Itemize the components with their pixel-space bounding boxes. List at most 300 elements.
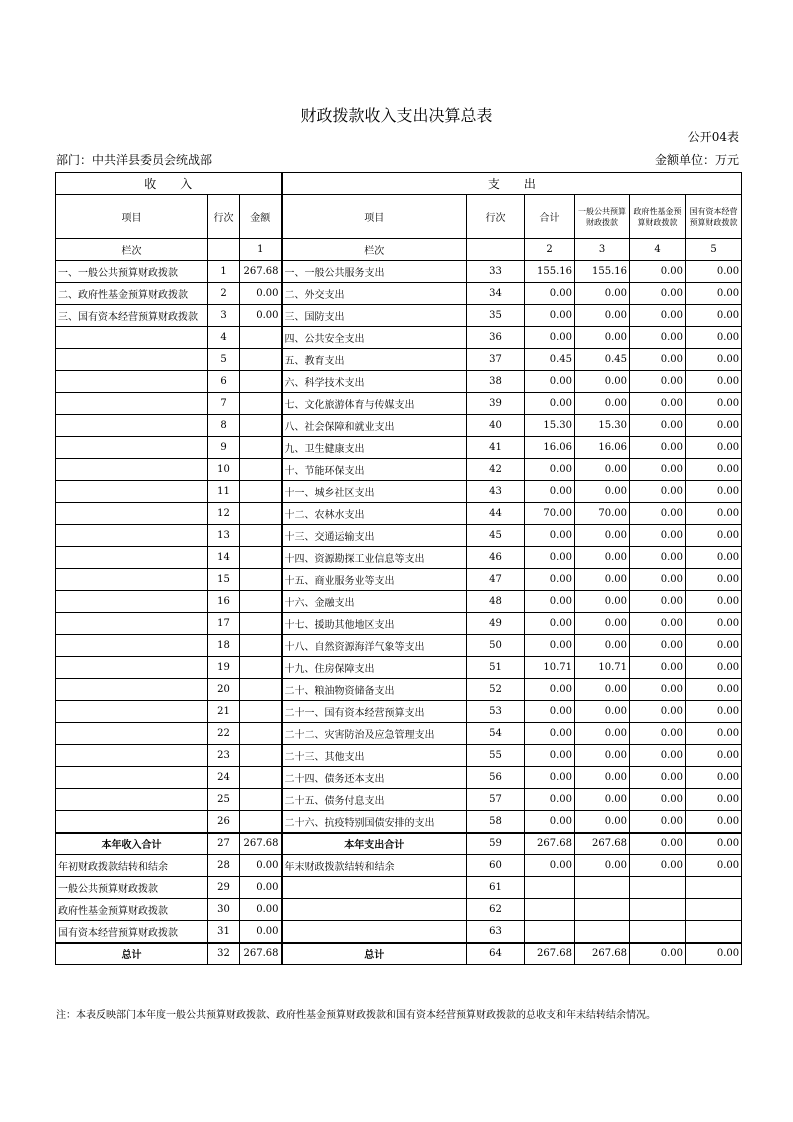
income-item xyxy=(56,371,208,393)
income-item xyxy=(56,503,208,525)
table-row xyxy=(56,327,742,349)
income-line-no: 12 xyxy=(208,503,240,525)
income-item xyxy=(56,613,208,635)
table-row xyxy=(56,833,742,855)
income-line-no: 27 xyxy=(208,833,240,855)
income-line-no: 14 xyxy=(208,547,240,569)
income-amount xyxy=(240,349,282,371)
expense-total: 0.45 xyxy=(525,349,575,371)
fund-budget-value: 0.00 xyxy=(630,701,686,723)
table-row xyxy=(56,415,742,437)
state-capital-value: 0.00 xyxy=(686,855,742,877)
fund-budget-value: 0.00 xyxy=(630,767,686,789)
expense-total: 0.00 xyxy=(525,789,575,811)
table-row xyxy=(56,349,742,371)
table-row xyxy=(56,657,742,679)
general-budget-value: 0.00 xyxy=(575,371,630,393)
expense-item xyxy=(282,877,467,899)
expense-line-no: 48 xyxy=(467,591,525,613)
income-amount xyxy=(240,657,282,679)
expense-line-no: 57 xyxy=(467,789,525,811)
fund-budget-value: 0.00 xyxy=(630,261,686,283)
fund-budget-value: 0.00 xyxy=(630,657,686,679)
state-capital-value: 0.00 xyxy=(686,723,742,745)
expense-item: 八、社会保障和就业支出 xyxy=(282,415,467,437)
fund-budget-value: 0.00 xyxy=(630,393,686,415)
state-capital-value: 0.00 xyxy=(686,349,742,371)
expense-line-no: 53 xyxy=(467,701,525,723)
expense-line-no: 50 xyxy=(467,635,525,657)
expense-total: 0.00 xyxy=(525,745,575,767)
general-budget-value: 15.30 xyxy=(575,415,630,437)
income-line-no: 2 xyxy=(208,283,240,305)
income-item xyxy=(56,393,208,415)
income-line-no: 26 xyxy=(208,811,240,833)
col4-label: 4 xyxy=(630,239,686,261)
general-budget-value: 0.00 xyxy=(575,789,630,811)
expense-line-header: 行次 xyxy=(467,195,525,239)
general-budget-value: 0.00 xyxy=(575,569,630,591)
income-amount xyxy=(240,547,282,569)
state-capital-value: 0.00 xyxy=(686,415,742,437)
expense-line-no: 45 xyxy=(467,525,525,547)
state-capital-value: 0.00 xyxy=(686,261,742,283)
fund-budget-value xyxy=(630,877,686,899)
expense-total: 0.00 xyxy=(525,811,575,833)
general-budget-value: 0.00 xyxy=(575,481,630,503)
state-capital-value: 0.00 xyxy=(686,305,742,327)
general-budget-value: 155.16 xyxy=(575,261,630,283)
expense-item: 二、外交支出 xyxy=(282,283,467,305)
income-item: 政府性基金预算财政拨款 xyxy=(56,899,208,921)
fund-budget-value: 0.00 xyxy=(630,305,686,327)
state-capital-header: 国有资本经营预算财政拨款 xyxy=(686,195,742,239)
expense-item xyxy=(282,899,467,921)
income-amount xyxy=(240,371,282,393)
income-line-no: 4 xyxy=(208,327,240,349)
table-row xyxy=(56,547,742,569)
expense-item: 二十、粮油物资储备支出 xyxy=(282,679,467,701)
general-budget-value: 0.00 xyxy=(575,855,630,877)
state-capital-value: 0.00 xyxy=(686,569,742,591)
income-item xyxy=(56,679,208,701)
table-row xyxy=(56,789,742,811)
income-line-no: 18 xyxy=(208,635,240,657)
income-amount xyxy=(240,635,282,657)
expense-item: 六、科学技术支出 xyxy=(282,371,467,393)
fund-budget-value xyxy=(630,921,686,943)
fund-budget-value xyxy=(630,899,686,921)
income-item xyxy=(56,547,208,569)
expense-line-no: 40 xyxy=(467,415,525,437)
table-row xyxy=(56,503,742,525)
income-line-no: 11 xyxy=(208,481,240,503)
state-capital-value: 0.00 xyxy=(686,635,742,657)
income-item: 总计 xyxy=(56,943,208,965)
general-budget-value: 0.45 xyxy=(575,349,630,371)
state-capital-value xyxy=(686,921,742,943)
expense-total: 0.00 xyxy=(525,591,575,613)
state-capital-value: 0.00 xyxy=(686,789,742,811)
state-capital-value: 0.00 xyxy=(686,525,742,547)
state-capital-value: 0.00 xyxy=(686,833,742,855)
income-line-no: 5 xyxy=(208,349,240,371)
income-line-no: 10 xyxy=(208,459,240,481)
income-line-no: 25 xyxy=(208,789,240,811)
table-row xyxy=(56,921,742,943)
fund-budget-value: 0.00 xyxy=(630,635,686,657)
expense-item: 十九、住房保障支出 xyxy=(282,657,467,679)
fund-budget-value: 0.00 xyxy=(630,833,686,855)
income-line-no: 30 xyxy=(208,899,240,921)
income-item xyxy=(56,745,208,767)
general-budget-value xyxy=(575,877,630,899)
state-capital-value: 0.00 xyxy=(686,745,742,767)
col1-label: 1 xyxy=(240,239,282,261)
state-capital-value: 0.00 xyxy=(686,481,742,503)
expense-total: 0.00 xyxy=(525,855,575,877)
general-budget-value: 0.00 xyxy=(575,613,630,635)
state-capital-value xyxy=(686,899,742,921)
fund-budget-value: 0.00 xyxy=(630,349,686,371)
table-row xyxy=(56,459,742,481)
income-amount xyxy=(240,723,282,745)
expense-item: 十三、交通运输支出 xyxy=(282,525,467,547)
expense-total: 267.68 xyxy=(525,943,575,965)
income-amount: 267.68 xyxy=(240,943,282,965)
general-budget-value: 267.68 xyxy=(575,943,630,965)
table-row xyxy=(56,855,742,877)
expense-item: 本年支出合计 xyxy=(282,833,467,855)
expense-item: 一、一般公共服务支出 xyxy=(282,261,467,283)
income-item: 国有资本经营预算财政拨款 xyxy=(56,921,208,943)
income-amount: 0.00 xyxy=(240,899,282,921)
table-row xyxy=(56,613,742,635)
expense-line-no: 54 xyxy=(467,723,525,745)
expense-line-no: 58 xyxy=(467,811,525,833)
table-row xyxy=(56,393,742,415)
expense-item: 二十三、其他支出 xyxy=(282,745,467,767)
expense-item: 年末财政拨款结转和结余 xyxy=(282,855,467,877)
general-budget-value: 0.00 xyxy=(575,635,630,657)
state-capital-value: 0.00 xyxy=(686,811,742,833)
expense-total: 0.00 xyxy=(525,613,575,635)
col5-label: 5 xyxy=(686,239,742,261)
table-row xyxy=(56,261,742,283)
income-line-no: 23 xyxy=(208,745,240,767)
state-capital-value: 0.00 xyxy=(686,459,742,481)
income-item xyxy=(56,635,208,657)
state-capital-value: 0.00 xyxy=(686,591,742,613)
general-budget-value: 10.71 xyxy=(575,657,630,679)
table-row xyxy=(56,305,742,327)
income-amount xyxy=(240,459,282,481)
general-budget-value: 16.06 xyxy=(575,437,630,459)
income-line-no: 1 xyxy=(208,261,240,283)
income-item xyxy=(56,525,208,547)
income-amount xyxy=(240,811,282,833)
general-budget-value: 0.00 xyxy=(575,525,630,547)
unit-label: 金额单位：万元 xyxy=(654,153,739,167)
expense-line-no: 34 xyxy=(467,283,525,305)
expense-line-no: 33 xyxy=(467,261,525,283)
income-amount: 267.68 xyxy=(240,833,282,855)
expense-total: 0.00 xyxy=(525,327,575,349)
income-amount-header: 金额 xyxy=(240,195,282,239)
income-line-no: 17 xyxy=(208,613,240,635)
income-item xyxy=(56,701,208,723)
state-capital-value: 0.00 xyxy=(686,503,742,525)
expense-line-no: 63 xyxy=(467,921,525,943)
state-capital-value xyxy=(686,877,742,899)
expense-line-no: 55 xyxy=(467,745,525,767)
state-capital-value: 0.00 xyxy=(686,657,742,679)
expense-line-no: 42 xyxy=(467,459,525,481)
income-line-no: 29 xyxy=(208,877,240,899)
table-row xyxy=(56,481,742,503)
income-line-no: 13 xyxy=(208,525,240,547)
expense-item: 四、公共安全支出 xyxy=(282,327,467,349)
expense-item: 二十六、抗疫特别国债安排的支出 xyxy=(282,811,467,833)
expense-total: 0.00 xyxy=(525,679,575,701)
expense-item: 十八、自然资源海洋气象等支出 xyxy=(282,635,467,657)
expense-total: 0.00 xyxy=(525,547,575,569)
fund-budget-value: 0.00 xyxy=(630,283,686,305)
general-budget-value xyxy=(575,899,630,921)
expense-total: 10.71 xyxy=(525,657,575,679)
col3-label: 3 xyxy=(575,239,630,261)
income-line-no: 19 xyxy=(208,657,240,679)
fund-budget-value: 0.00 xyxy=(630,437,686,459)
expense-line-no: 43 xyxy=(467,481,525,503)
expense-item: 总计 xyxy=(282,943,467,965)
form-code: 公开04表 xyxy=(687,130,739,144)
income-amount: 0.00 xyxy=(240,855,282,877)
income-amount: 0.00 xyxy=(240,877,282,899)
income-header: 收 入 xyxy=(56,173,282,195)
expense-total: 0.00 xyxy=(525,569,575,591)
income-line-no: 24 xyxy=(208,767,240,789)
table-row xyxy=(56,679,742,701)
income-line-no: 32 xyxy=(208,943,240,965)
general-budget-header: 一般公共预算财政拨款 xyxy=(575,195,630,239)
income-item: 一般公共预算财政拨款 xyxy=(56,877,208,899)
income-line-no: 20 xyxy=(208,679,240,701)
fund-budget-header: 政府性基金预算财政拨款 xyxy=(630,195,686,239)
expense-line-no: 56 xyxy=(467,767,525,789)
table-row xyxy=(56,943,742,965)
income-item xyxy=(56,811,208,833)
income-item xyxy=(56,327,208,349)
state-capital-value: 0.00 xyxy=(686,679,742,701)
expense-item: 二十四、债务还本支出 xyxy=(282,767,467,789)
state-capital-value: 0.00 xyxy=(686,437,742,459)
fund-budget-value: 0.00 xyxy=(630,789,686,811)
general-budget-value: 0.00 xyxy=(575,811,630,833)
income-amount: 0.00 xyxy=(240,283,282,305)
income-item xyxy=(56,789,208,811)
footnote: 注：本表反映部门本年度一般公共预算财政拨款、政府性基金预算财政拨款和国有资本经营预算财政拨款的总收支和年末结转结余情况。 xyxy=(56,1010,656,1021)
income-amount xyxy=(240,569,282,591)
expense-total: 0.00 xyxy=(525,767,575,789)
table-row xyxy=(56,525,742,547)
table-row xyxy=(56,877,742,899)
budget-table xyxy=(55,172,742,965)
table-row xyxy=(56,437,742,459)
expense-total: 0.00 xyxy=(525,393,575,415)
fund-budget-value: 0.00 xyxy=(630,327,686,349)
income-item: 年初财政拨款结转和结余 xyxy=(56,855,208,877)
fund-budget-value: 0.00 xyxy=(630,855,686,877)
expense-item: 五、教育支出 xyxy=(282,349,467,371)
table-row xyxy=(56,371,742,393)
fund-budget-value: 0.00 xyxy=(630,723,686,745)
income-amount xyxy=(240,525,282,547)
income-item xyxy=(56,723,208,745)
income-item xyxy=(56,569,208,591)
expense-total: 0.00 xyxy=(525,635,575,657)
income-amount xyxy=(240,415,282,437)
expense-total: 15.30 xyxy=(525,415,575,437)
expense-line-no: 52 xyxy=(467,679,525,701)
expense-line-no: 62 xyxy=(467,899,525,921)
income-line-no: 16 xyxy=(208,591,240,613)
income-amount xyxy=(240,701,282,723)
col2-label: 2 xyxy=(525,239,575,261)
total-header: 合计 xyxy=(525,195,575,239)
fund-budget-value: 0.00 xyxy=(630,525,686,547)
general-budget-value: 0.00 xyxy=(575,745,630,767)
expense-item xyxy=(282,921,467,943)
state-capital-value: 0.00 xyxy=(686,701,742,723)
income-line-header: 行次 xyxy=(208,195,240,239)
state-capital-value: 0.00 xyxy=(686,547,742,569)
general-budget-value: 0.00 xyxy=(575,283,630,305)
state-capital-value: 0.00 xyxy=(686,943,742,965)
expense-item: 十七、援助其他地区支出 xyxy=(282,613,467,635)
fund-budget-value: 0.00 xyxy=(630,459,686,481)
expense-item: 十二、农林水支出 xyxy=(282,503,467,525)
income-amount xyxy=(240,789,282,811)
expense-item-header: 项目 xyxy=(282,195,467,239)
table-row xyxy=(56,899,742,921)
income-item xyxy=(56,459,208,481)
general-budget-value: 0.00 xyxy=(575,723,630,745)
expense-line-no: 60 xyxy=(467,855,525,877)
income-amount xyxy=(240,481,282,503)
expense-column-blank xyxy=(467,239,525,261)
expense-header: 支 出 xyxy=(282,173,742,195)
income-amount xyxy=(240,437,282,459)
income-line-no: 7 xyxy=(208,393,240,415)
general-budget-value: 0.00 xyxy=(575,393,630,415)
expense-line-no: 47 xyxy=(467,569,525,591)
expense-total: 0.00 xyxy=(525,701,575,723)
expense-item: 十五、商业服务业等支出 xyxy=(282,569,467,591)
table-row xyxy=(56,569,742,591)
general-budget-value: 0.00 xyxy=(575,547,630,569)
income-item xyxy=(56,437,208,459)
state-capital-value: 0.00 xyxy=(686,613,742,635)
expense-item: 二十一、国有资本经营预算支出 xyxy=(282,701,467,723)
general-budget-value: 0.00 xyxy=(575,591,630,613)
income-item xyxy=(56,349,208,371)
income-amount xyxy=(240,327,282,349)
expense-line-no: 36 xyxy=(467,327,525,349)
expense-item: 二十二、灾害防治及应急管理支出 xyxy=(282,723,467,745)
general-budget-value: 0.00 xyxy=(575,327,630,349)
income-column-row-label: 栏次 xyxy=(56,239,208,261)
table-row xyxy=(56,283,742,305)
expense-total: 16.06 xyxy=(525,437,575,459)
income-line-no: 22 xyxy=(208,723,240,745)
fund-budget-value: 0.00 xyxy=(630,503,686,525)
expense-total: 0.00 xyxy=(525,459,575,481)
expense-line-no: 46 xyxy=(467,547,525,569)
income-item xyxy=(56,767,208,789)
fund-budget-value: 0.00 xyxy=(630,679,686,701)
fund-budget-value: 0.00 xyxy=(630,415,686,437)
fund-budget-value: 0.00 xyxy=(630,811,686,833)
income-item: 一、一般公共预算财政拨款 xyxy=(56,261,208,283)
income-item: 二、政府性基金预算财政拨款 xyxy=(56,283,208,305)
fund-budget-value: 0.00 xyxy=(630,591,686,613)
fund-budget-value: 0.00 xyxy=(630,745,686,767)
state-capital-value: 0.00 xyxy=(686,371,742,393)
income-amount xyxy=(240,679,282,701)
income-amount xyxy=(240,745,282,767)
expense-item: 十、节能环保支出 xyxy=(282,459,467,481)
general-budget-value: 267.68 xyxy=(575,833,630,855)
expense-total: 0.00 xyxy=(525,525,575,547)
table-row xyxy=(56,767,742,789)
expense-line-no: 38 xyxy=(467,371,525,393)
expense-total: 0.00 xyxy=(525,283,575,305)
income-item xyxy=(56,657,208,679)
income-item: 三、国有资本经营预算财政拨款 xyxy=(56,305,208,327)
income-amount xyxy=(240,591,282,613)
table-row xyxy=(56,745,742,767)
fund-budget-value: 0.00 xyxy=(630,547,686,569)
expense-line-no: 59 xyxy=(467,833,525,855)
state-capital-value: 0.00 xyxy=(686,767,742,789)
expense-total xyxy=(525,877,575,899)
general-budget-value: 0.00 xyxy=(575,679,630,701)
expense-total xyxy=(525,899,575,921)
expense-line-no: 41 xyxy=(467,437,525,459)
expense-total: 70.00 xyxy=(525,503,575,525)
expense-line-no: 35 xyxy=(467,305,525,327)
income-item xyxy=(56,481,208,503)
expense-line-no: 61 xyxy=(467,877,525,899)
table-row xyxy=(56,723,742,745)
fund-budget-value: 0.00 xyxy=(630,613,686,635)
expense-column-row-label: 栏次 xyxy=(282,239,467,261)
expense-item: 九、卫生健康支出 xyxy=(282,437,467,459)
income-line-no: 9 xyxy=(208,437,240,459)
expense-line-no: 39 xyxy=(467,393,525,415)
expense-item: 十六、金融支出 xyxy=(282,591,467,613)
expense-total xyxy=(525,921,575,943)
general-budget-value: 70.00 xyxy=(575,503,630,525)
expense-total: 155.16 xyxy=(525,261,575,283)
fund-budget-value: 0.00 xyxy=(630,943,686,965)
income-amount: 267.68 xyxy=(240,261,282,283)
page-title: 财政拨款收入支出决算总表 xyxy=(300,106,493,125)
income-line-no: 15 xyxy=(208,569,240,591)
table-row xyxy=(56,635,742,657)
income-item xyxy=(56,415,208,437)
